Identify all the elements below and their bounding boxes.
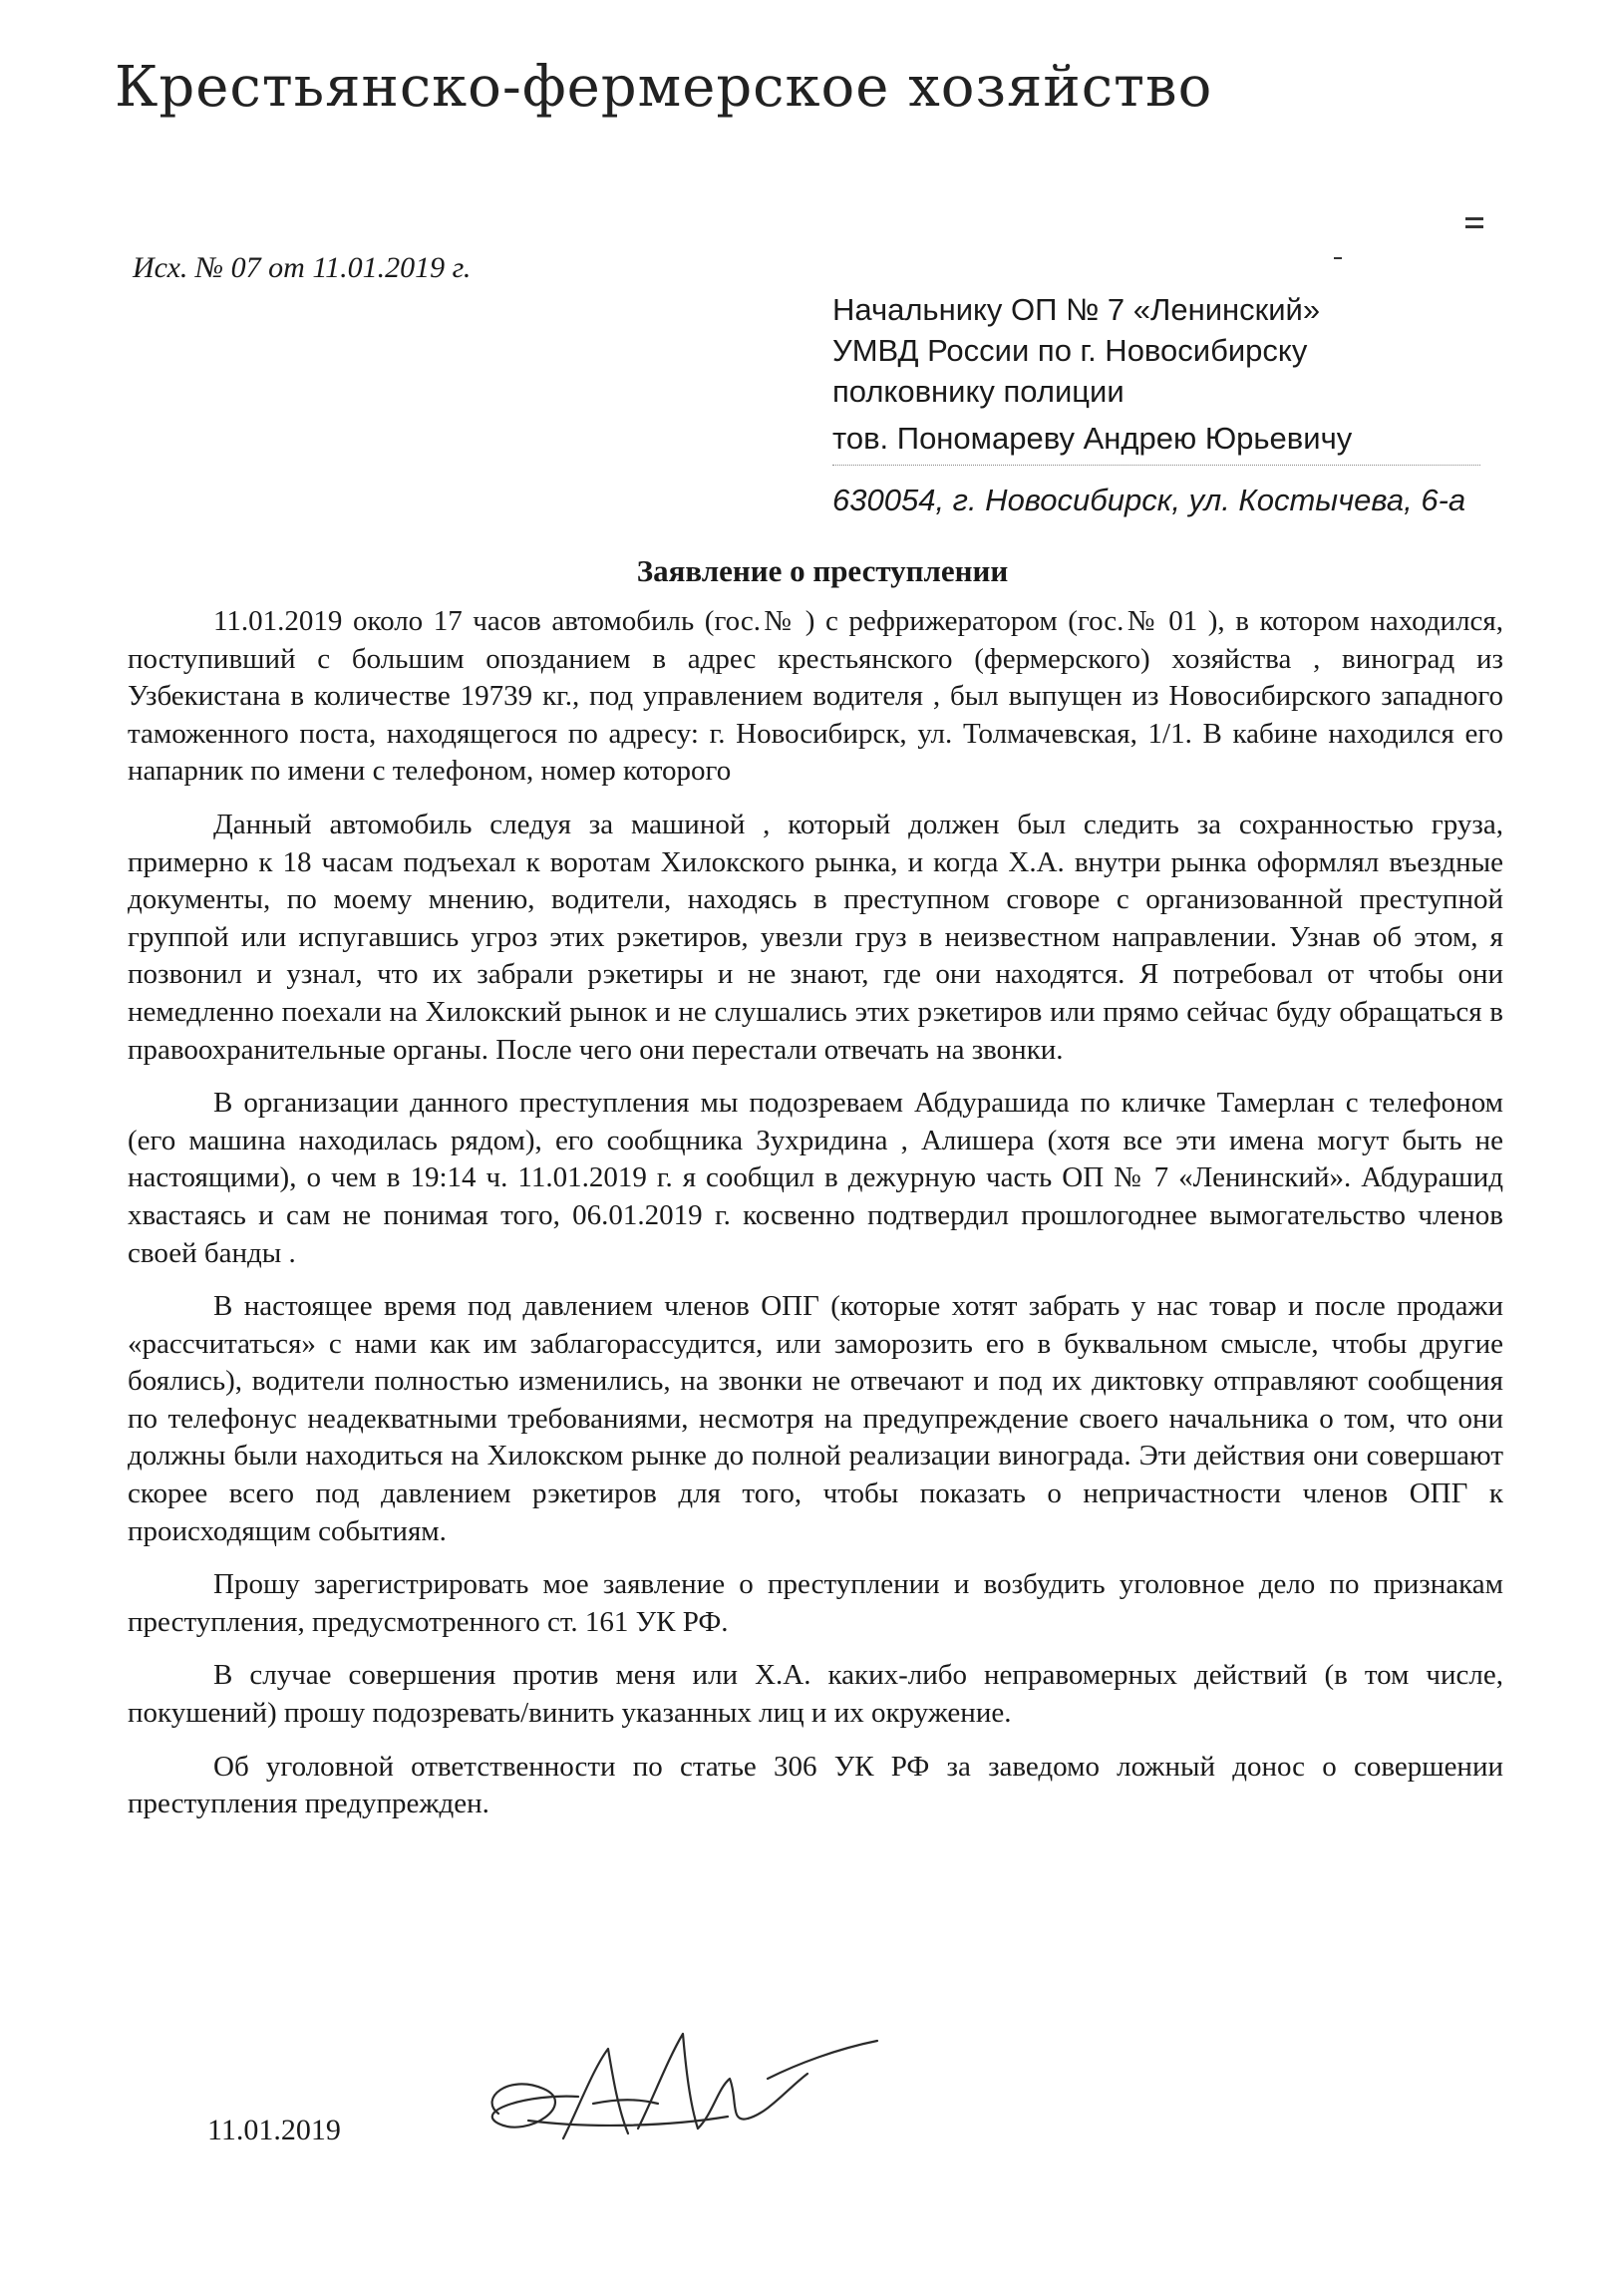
body-paragraph: В случае совершения против меня или Х.А. каких-либо неправомерных действий (в том числе, покушений) прошу подозревать/винить указанных лиц и их окружение. [128, 1659, 1503, 1730]
body-paragraph: Об уголовной ответственности по статье 306 УК РФ за заведомо ложный донос о совершении преступления предупрежден. [128, 1750, 1503, 1820]
scan-mark [1465, 217, 1483, 220]
addressee-name: тов. Пономареву Андрею Юрьевичу [832, 418, 1480, 466]
addressee-block [832, 289, 1480, 520]
handwritten-signature [469, 2019, 887, 2168]
addressee-line: УМВД России по г. Новосибирску [832, 333, 1308, 368]
document-body [128, 603, 1503, 1839]
outgoing-number: Исх. № 07 от 11.01.2019 г. [133, 251, 472, 284]
body-paragraph: Прошу зарегистрировать мое заявление о преступлении и возбудить уголовное дело по признакам преступления, предусмотренного ст. 161 УК РФ. [128, 1568, 1503, 1638]
body-paragraph: Данный автомобиль следуя за машиной , который должен был следить за сохранностью груза, примерно к 18 часам подъехал к воротам Хилокского рынка, и когда Х.А. внутри рынка оформлял въездные документы, по моему мнению, водители, находясь в преступном сговоре с организованной преступной группой или испугавшись угроз этих рэкетиров, увезли груз в неизвестном направлении. Узнав об этом, я позвонил и узнал, что их забрали рэкетиры и не знают, где они находятся. Я потребовал от чтобы они немедленно поехали на Хилокский рынок и не слушались этих рэкетиров или прямо сейчас буду обращаться в правоохранительные органы. После чего они перестали отвечать на звонки. [128, 808, 1503, 1066]
addressee-line: Начальнику ОП № 7 «Ленинский» [832, 292, 1321, 327]
organization-title: Крестьянско-фермерское хозяйство [115, 55, 1213, 120]
body-paragraph: В организации данного преступления мы подозреваем Абдурашида по кличке Тамерлан с телефоном (его машина находилась рядом), его сообщника Зухридина , Алишера (хотя все эти имена могут быть не настоящими), о чем в 19:14 ч. 11.01.2019 г. я сообщил в дежурную часть ОП № 7 «Ленинский». Абдурашид хвастаясь и сам не понимая того, 06.01.2019 г. косвенно подтвердил прошлогоднее вымогательство членов своей банды . [128, 1087, 1503, 1269]
body-paragraph: 11.01.2019 около 17 часов автомобиль (гос.№ ) с рефрижератором (гос.№ 01 ), в котором находился, поступивший с большим опозданием в адрес крестьянского (фермерского) хозяйства , виноград из Узбекистана в количестве 19739 кг., под управлением водителя , был выпущен из Новосибирского западного таможенного поста, находящегося по адресу: г. Новосибирск, ул. Толмачевская, 1/1. В кабине находился его напарник по имени с телефоном, номер которого [128, 605, 1503, 788]
scan-mark [1465, 225, 1483, 228]
addressee-address: 630054, г. Новосибирск, ул. Костычева, 6-а [832, 483, 1466, 517]
scan-mark [1334, 257, 1342, 259]
signature-date: 11.01.2019 [207, 2114, 341, 2146]
body-paragraph: В настоящее время под давлением членов ОПГ (которые хотят забрать у нас товар и после продажи «рассчитаться» с нами как им заблагорассудится, или заморозить его в буквальном смысле, чтобы другие боялись), водители полностью изменились, на звонки не отвечают и под их диктовку отправляют сообщения по телефонус неадекватными требованиями, несмотря на предупреждение своего начальника о том, что они должны были находиться на Хилокском рынке до полной реализации винограда. Эти действия они совершают скорее всего под давлением рэкетиров для того, чтобы показать о непричастности членов ОПГ к происходящим событиям. [128, 1290, 1503, 1547]
document-title: Заявление о преступлении [636, 553, 1009, 588]
addressee-line: полковнику полиции [832, 374, 1125, 409]
